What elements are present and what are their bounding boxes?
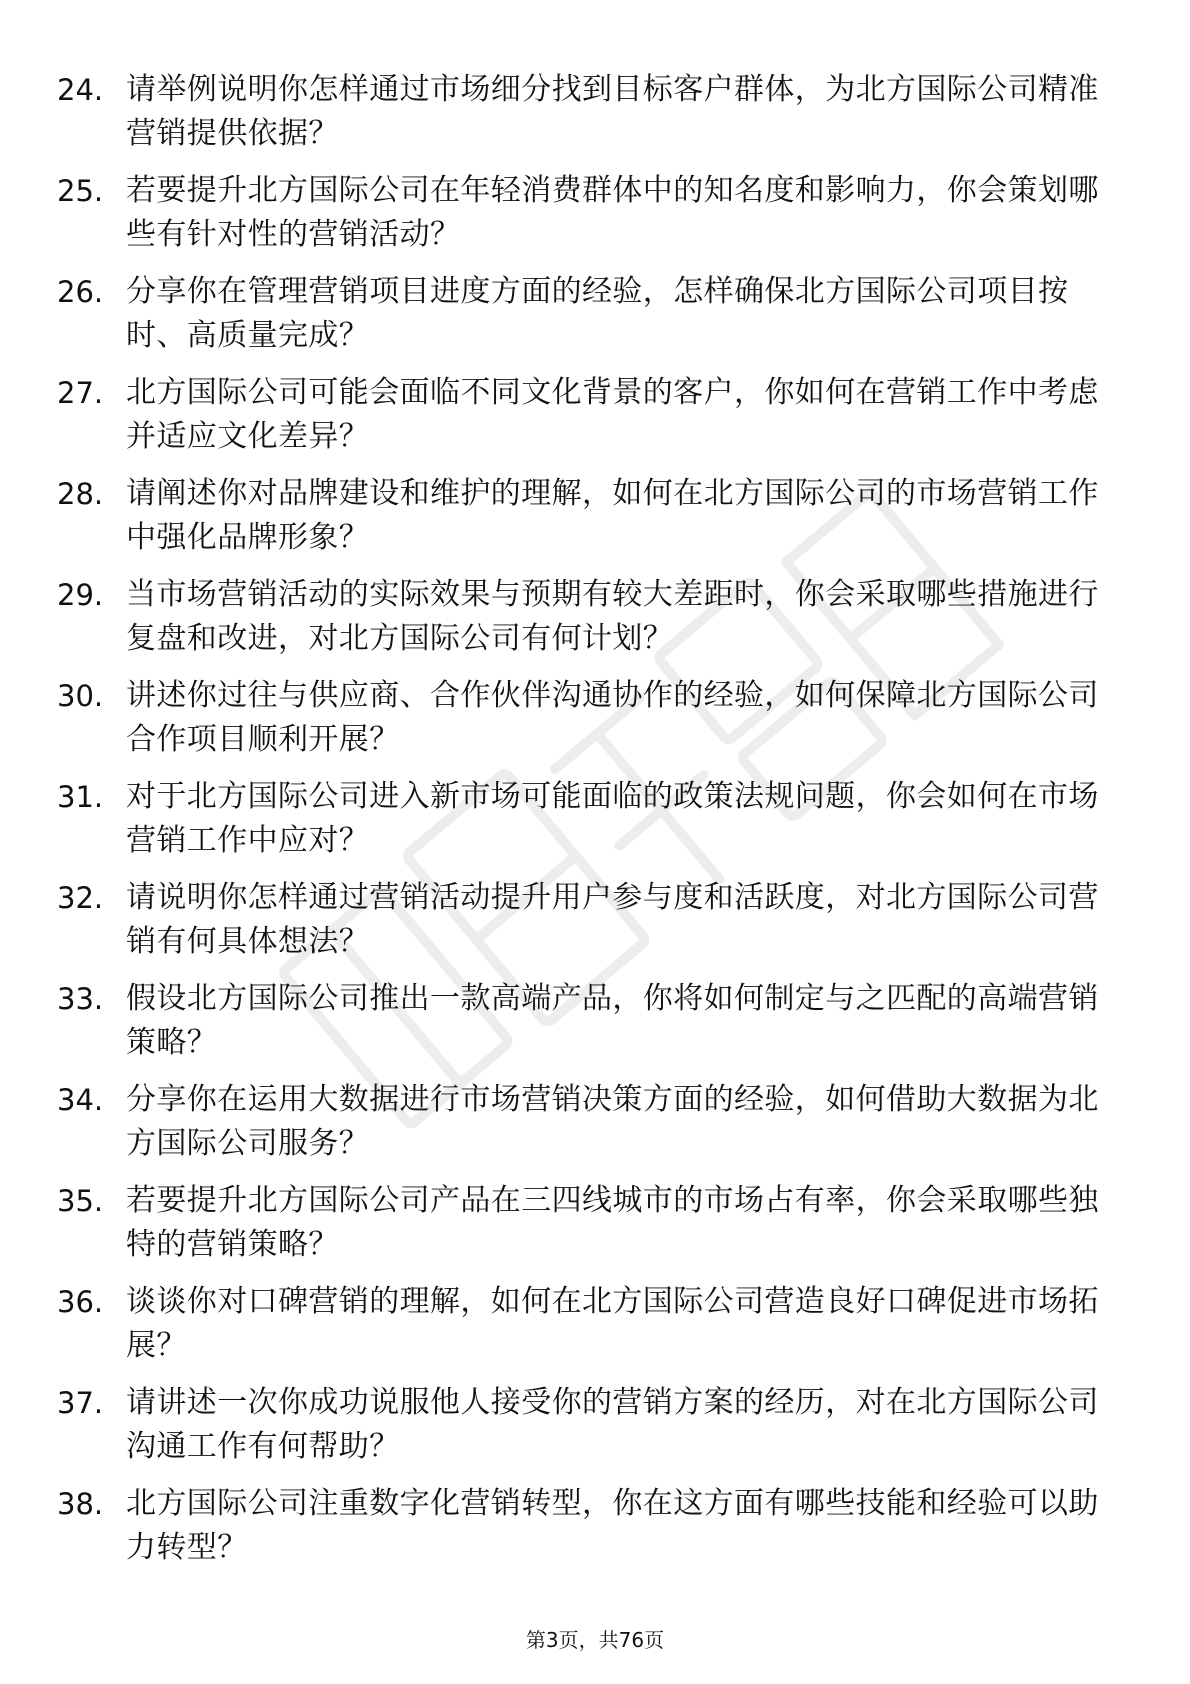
question-number: 37. [57, 1386, 104, 1420]
list-item [57, 68, 1117, 169]
question-text: 请讲述一次你成功说服他人接受你的营销方案的经历，对在北方国际公司沟通工作有何帮助？ [126, 1385, 1099, 1464]
list-item [57, 371, 1117, 472]
question-text: 北方国际公司注重数字化营销转型，你在这方面有哪些技能和经验可以助力转型？ [126, 1486, 1099, 1565]
question-text: 请说明你怎样通过营销活动提升用户参与度和活跃度，对北方国际公司营销有何具体想法？ [126, 880, 1099, 959]
list-item [57, 573, 1117, 674]
question-text: 请举例说明你怎样通过市场细分找到目标客户群体，为北方国际公司精准营销提供依据？ [126, 72, 1099, 151]
question-number: 31. [57, 780, 104, 814]
question-number: 35. [57, 1184, 104, 1218]
list-item [57, 472, 1117, 573]
question-text: 对于北方国际公司进入新市场可能面临的政策法规问题，你会如何在市场营销工作中应对？ [126, 779, 1099, 858]
question-number: 28. [57, 477, 104, 511]
question-number: 24. [57, 73, 104, 107]
question-text: 分享你在运用大数据进行市场营销决策方面的经验，如何借助大数据为北方国际公司服务？ [126, 1082, 1099, 1161]
list-item [57, 1381, 1117, 1482]
list-item [57, 270, 1117, 371]
list-item [57, 1078, 1117, 1179]
list-item [57, 1179, 1117, 1280]
question-number: 29. [57, 578, 104, 612]
list-item [57, 977, 1117, 1078]
question-text: 若要提升北方国际公司产品在三四线城市的市场占有率，你会采取哪些独特的营销策略？ [126, 1183, 1099, 1262]
question-number: 36. [57, 1285, 104, 1319]
question-text: 当市场营销活动的实际效果与预期有较大差距时，你会采取哪些措施进行复盘和改进，对北方国际公司有何计划？ [126, 577, 1099, 656]
page-footer: 第3页，共76页 [525, 1628, 665, 1652]
question-text: 谈谈你对口碑营销的理解，如何在北方国际公司营造良好口碑促进市场拓展？ [126, 1284, 1099, 1363]
question-text: 北方国际公司可能会面临不同文化背景的客户，你如何在营销工作中考虑并适应文化差异？ [126, 375, 1099, 454]
question-number: 30. [57, 679, 104, 713]
list-item [57, 876, 1117, 977]
question-text: 假设北方国际公司推出一款高端产品，你将如何制定与之匹配的高端营销策略？ [126, 981, 1099, 1060]
list-item [57, 674, 1117, 775]
question-number: 26. [57, 275, 104, 309]
question-text: 请阐述你对品牌建设和维护的理解，如何在北方国际公司的市场营销工作中强化品牌形象？ [126, 476, 1099, 555]
question-text: 若要提升北方国际公司在年轻消费群体中的知名度和影响力，你会策划哪些有针对性的营销活动？ [126, 173, 1099, 252]
question-number: 32. [57, 881, 104, 915]
question-number: 27. [57, 376, 104, 410]
question-text: 讲述你过往与供应商、合作伙伴沟通协作的经验，如何保障北方国际公司合作项目顺利开展？ [126, 678, 1099, 757]
list-item [57, 1280, 1117, 1381]
list-item [57, 775, 1117, 876]
question-list [57, 68, 1117, 1583]
question-number: 33. [57, 982, 104, 1016]
list-item [57, 1482, 1117, 1583]
question-text: 分享你在管理营销项目进度方面的经验，怎样确保北方国际公司项目按时、高质量完成？ [126, 274, 1069, 353]
question-number: 38. [57, 1487, 104, 1521]
list-item [57, 169, 1117, 270]
question-number: 34. [57, 1083, 104, 1117]
question-number: 25. [57, 174, 104, 208]
